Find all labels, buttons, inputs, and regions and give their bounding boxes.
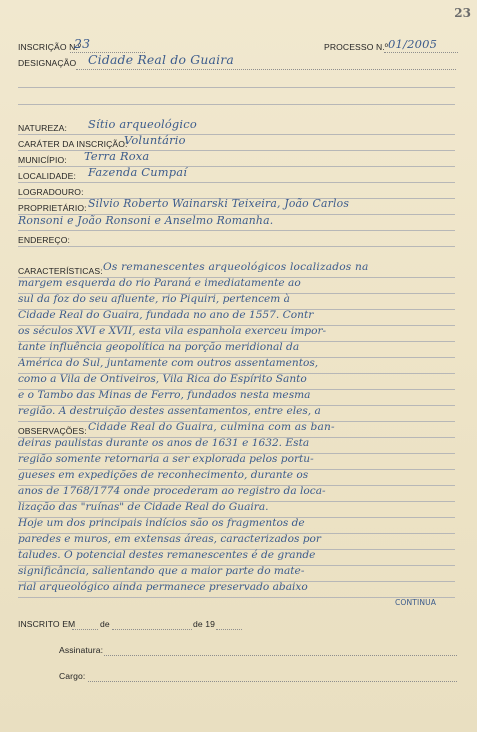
caracteristicas-line: região. A destruição destes assentamentos, entre eles, a	[18, 405, 321, 417]
assinatura-dotline	[104, 655, 457, 656]
observacoes-line: paredes e muros, em extensas áreas, caracterizados por	[18, 533, 321, 545]
processo-dotline	[384, 52, 458, 53]
observacoes-line: gueses em expedições de reconhecimento, durante os	[18, 469, 309, 481]
designacao-dotline	[76, 69, 456, 70]
rule	[18, 597, 455, 598]
natureza-label: NATUREZA:	[18, 123, 67, 133]
municipio-label: MUNICÍPIO:	[18, 155, 67, 165]
proprietario-value-line-1: Silvio Roberto Wainarski Teixeira, João Carlos	[88, 197, 350, 210]
inscrito-em-label: INSCRITO EM	[18, 619, 76, 629]
page-number: 23	[454, 6, 471, 20]
caracteristicas-line: como a Vila de Ontiveiros, Vila Rica do Espírito Santo	[18, 373, 307, 385]
municipio-value: Terra Roxa	[84, 149, 150, 163]
inscrito-year-dotline	[216, 629, 242, 630]
rule	[18, 134, 455, 135]
observacoes-line: lização das "ruínas" de Cidade Real do Guaira.	[18, 501, 269, 513]
rule	[18, 182, 455, 183]
caracteristicas-line: margem esquerda do rio Paraná e imediatamente ao	[18, 277, 301, 289]
inscricao-label: INSCRIÇÃO N.º	[18, 42, 82, 52]
caracteristicas-line: Cidade Real do Guaira, fundada no ano de 1557. Contr	[18, 309, 314, 321]
localidade-label: LOCALIDADE:	[18, 171, 76, 181]
inscrito-de-label-1: de	[100, 619, 110, 629]
inscrito-month-dotline	[112, 629, 192, 630]
carater-value: Voluntário	[124, 133, 186, 147]
processo-label: PROCESSO N.º	[324, 42, 389, 52]
carater-label: CARÁTER DA INSCRIÇÃO:	[18, 139, 128, 149]
rule	[18, 104, 455, 105]
observacoes-line: região somente retornaria a ser explorada pelos portu-	[18, 453, 314, 465]
caracteristicas-line: tante influência geopolítica na porção meridional da	[18, 341, 300, 353]
cargo-label: Cargo:	[59, 671, 86, 681]
processo-value: 01/2005	[388, 37, 438, 51]
observacoes-line: deiras paulistas durante os anos de 1631 e 1632. Esta	[18, 437, 310, 449]
caracteristicas-line: e o Tambo das Minas de Ferro, fundados nesta mesma	[18, 389, 311, 401]
rule	[18, 87, 455, 88]
rule	[18, 166, 455, 167]
proprietario-value-line-2: Ronsoni e João Ronsoni e Anselmo Romanha.	[18, 214, 274, 227]
logradouro-label: LOGRADOURO:	[18, 187, 84, 197]
caracteristicas-label: CARACTERÍSTICAS:	[18, 266, 103, 276]
observacoes-line: anos de 1768/1774 onde procederam ao registro da loca-	[18, 485, 326, 497]
caracteristicas-line: os séculos XVI e XVII, esta vila espanhola exerceu impor-	[18, 325, 327, 337]
inscrito-de19-label: de 19	[193, 619, 216, 629]
caracteristicas-first-line: Os remanescentes arqueológicos localizados na	[103, 261, 369, 273]
assinatura-label: Assinatura:	[59, 645, 104, 655]
observacoes-first-line: Cidade Real do Guaira, culmina com as ban-	[88, 421, 335, 433]
designacao-value: Cidade Real do Guaira	[88, 52, 234, 67]
observacoes-line: significância, salientando que a maior parte do mate-	[18, 565, 305, 577]
cargo-dotline	[88, 681, 457, 682]
observacoes-label: OBSERVAÇÕES:	[18, 426, 87, 436]
observacoes-line: rial arqueológico ainda permanece preservado abaixo	[18, 581, 308, 593]
continua-note: CONTINUA	[395, 598, 437, 607]
inscrito-day-dotline	[72, 629, 98, 630]
endereco-label: ENDEREÇO:	[18, 235, 70, 245]
localidade-value: Fazenda Cumpaí	[88, 165, 188, 179]
rule	[18, 230, 455, 231]
rule	[18, 246, 455, 247]
observacoes-line: Hoje um dos principais indícios são os fragmentos de	[18, 517, 305, 529]
proprietario-label: PROPRIETÁRIO:	[18, 203, 87, 213]
natureza-value: Sítio arqueológico	[88, 117, 197, 131]
caracteristicas-line: sul da foz do seu afluente, rio Piquiri, pertencem à	[18, 293, 290, 305]
caracteristicas-line: América do Sul, juntamente com outros assentamentos,	[18, 357, 319, 369]
observacoes-line: taludes. O potencial destes remanescentes é de grande	[18, 549, 316, 561]
inscricao-value: 23	[74, 36, 91, 51]
designacao-label: DESIGNAÇÃO	[18, 58, 77, 68]
